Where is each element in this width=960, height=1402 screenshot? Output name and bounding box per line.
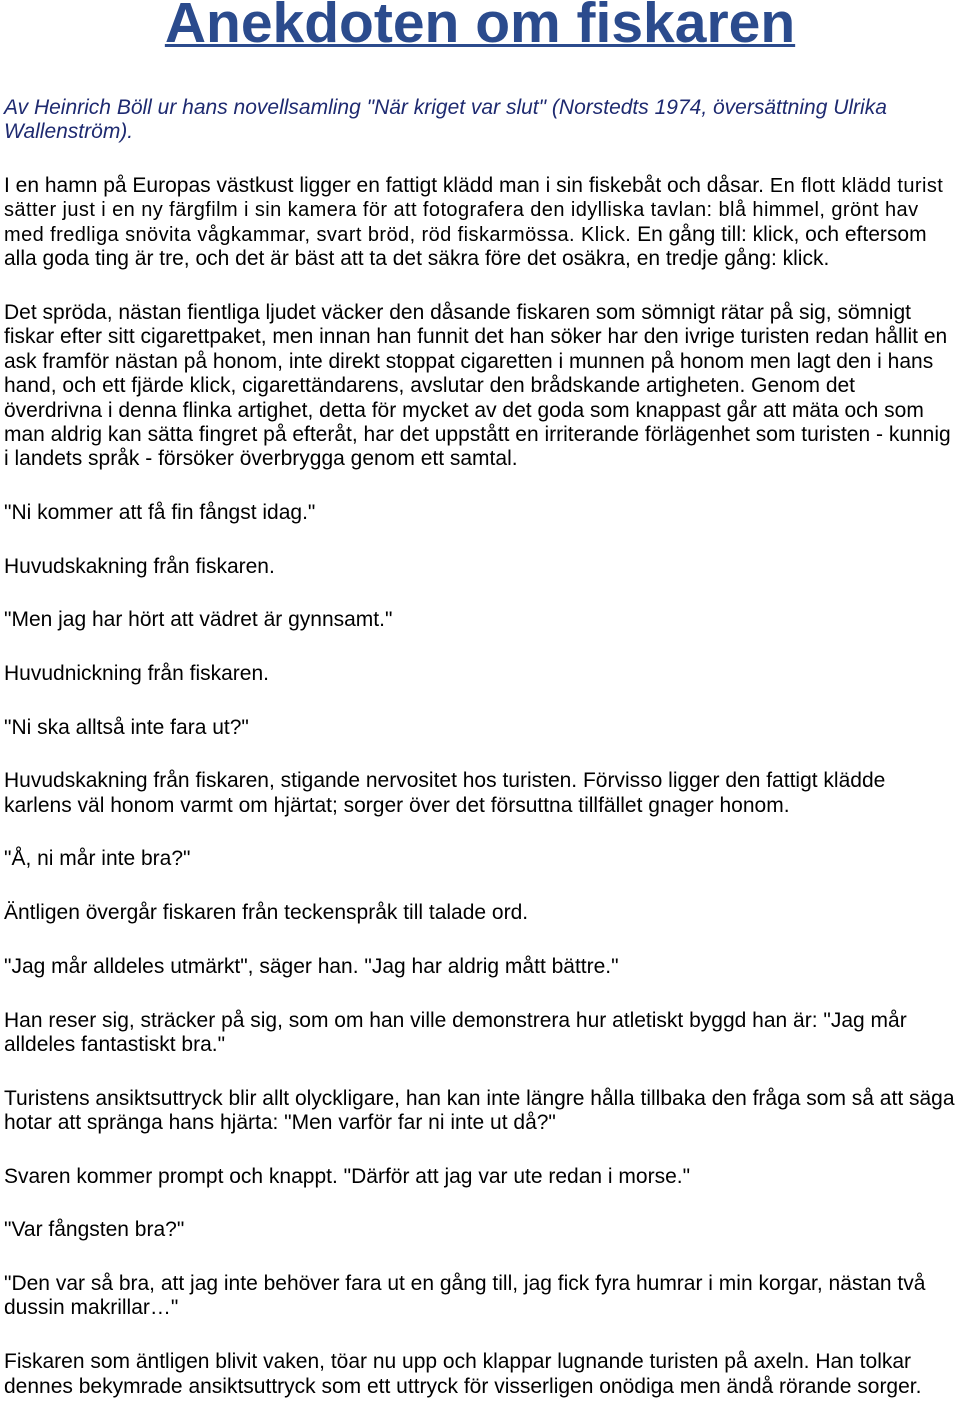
text-line: Det spröda, nästan fientliga ljudet väcker den dåsande fiskaren som sömnigt rätar på sig, sömnigt <box>4 300 911 324</box>
text-line <box>0 174 960 198</box>
text-line: hand, och ett fjärde klick, cigarettändarens, avslutar den brådskande artigheten. Genom det <box>4 374 856 398</box>
text-line: alldeles fantastiskt bra." <box>4 1032 226 1056</box>
text-segment: sätter just i en ny färgfilm i sin kamera för att fotografera den idylliska tavlan: blå himmel, grönt hav <box>4 199 919 222</box>
text-segment: En gång till: klick, och eftersom <box>631 222 927 246</box>
text-line: fiskar efter sitt cigarettpaket, men innan han funnit det han söker har den ivrige turisten redan hållit en <box>4 325 948 349</box>
text-segment: med fredliga snövita vågkammar, svart bröd, röd fiskarmössa. Klick. <box>4 223 632 246</box>
narration-paragraph <box>0 1165 960 1189</box>
text-line: Huvudnickning från fiskaren. <box>4 662 269 686</box>
narration-paragraph <box>0 1087 960 1136</box>
narration-paragraph <box>0 769 960 818</box>
dialogue-paragraph <box>0 716 960 740</box>
dialogue-paragraph <box>0 955 960 979</box>
text-line <box>0 223 960 247</box>
intro-paragraph <box>0 174 960 272</box>
dialogue-paragraph <box>0 1272 960 1321</box>
byline-line: Av Heinrich Böll ur hans novellsamling "När kriget var slut" (Norstedts 1974, översättning Ulrika <box>4 96 887 119</box>
text-line: karlens väl honom varmt om hjärtat; sorger över det försuttna tillfället gnager honom. <box>4 793 790 817</box>
narration-paragraph <box>0 901 960 925</box>
text-line: "Var fångsten bra?" <box>4 1218 185 1242</box>
text-line: "Men jag har hört att vädret är gynnsamt." <box>4 608 393 632</box>
text-segment: En flott klädd turist <box>763 175 944 198</box>
dialogue-paragraph <box>0 847 960 871</box>
dialogue-paragraph <box>0 501 960 525</box>
text-line: Fiskaren som äntligen blivit vaken, töar nu upp och klappar lugnande turisten på axeln. Han tolkar <box>4 1350 912 1374</box>
narration-paragraph <box>0 555 960 579</box>
text-line: "Ni ska alltså inte fara ut?" <box>4 715 249 739</box>
text-line: Han reser sig, sträcker på sig, som om han ville demonstrera hur atletiskt byggd han är: "Jag mår <box>4 1008 907 1032</box>
text-line: dennes bekymrade ansiktsuttryck som ett uttryck för visserligen onödiga men ändå rörande sorger. <box>4 1374 922 1398</box>
text-line: Äntligen övergår fiskaren från teckenspråk till talade ord. <box>4 901 529 925</box>
text-line: "Jag mår alldeles utmärkt", säger han. "Jag har aldrig mått bättre." <box>4 954 619 978</box>
text-line: "Å, ni mår inte bra?" <box>4 847 191 871</box>
text-line: man aldrig kan sätta fingret på efteråt, har det uppstått en irriterande förlägenhet som turisten - kunnig <box>4 422 951 446</box>
text-line: Svaren kommer prompt och knappt. "Därför att jag var ute redan i morse." <box>4 1164 691 1188</box>
text-line: hotar att spränga hans hjärta: "Men varför far ni inte ut då?" <box>4 1111 556 1135</box>
text-line: överdrivna i denna flinka artighet, detta för mycket av det goda som knappast går att mäta och som <box>4 398 924 422</box>
narration-paragraph <box>0 1350 960 1399</box>
text-line: ask framför nästan på honom, inte direkt stoppat cigaretten i munnen på honom men lagt den i hans <box>4 349 934 373</box>
dialogue-paragraph <box>0 1218 960 1242</box>
dialogue-paragraph <box>0 608 960 632</box>
text-line <box>0 247 960 271</box>
text-line <box>0 198 960 222</box>
text-line: Turistens ansiktsuttryck blir allt olyckligare, han kan inte längre hålla tillbaka den fråga som så att säga <box>4 1086 955 1110</box>
text-line: dussin makrillar…" <box>4 1296 179 1320</box>
narration-paragraph <box>0 1009 960 1058</box>
narration-paragraph <box>0 662 960 686</box>
text-line: Huvudskakning från fiskaren. <box>4 554 275 578</box>
byline <box>0 96 960 145</box>
text-line: "Den var så bra, att jag inte behöver fara ut en gång till, jag fick fyra humrar i min korgar, nästan två <box>4 1272 926 1296</box>
byline-line: Wallenström). <box>4 120 134 144</box>
text-line: i landets språk - försöker överbrygga genom ett samtal. <box>4 447 518 471</box>
text-line: "Ni kommer att få fin fångst idag." <box>4 500 316 524</box>
page-title: Anekdoten om fiskaren <box>164 0 796 55</box>
paragraph <box>0 301 960 472</box>
text-segment: alla goda ting är tre, och det är bäst att ta det säkra före det osäkra, en tredje gång: klick. <box>4 247 830 271</box>
text-segment: I en hamn på Europas västkust ligger en fattigt klädd man i sin fiskebåt och dåsar. <box>4 174 764 198</box>
text-line: Huvudskakning från fiskaren, stigande nervositet hos turisten. Förvisso ligger den fattigt klädde <box>4 769 886 793</box>
